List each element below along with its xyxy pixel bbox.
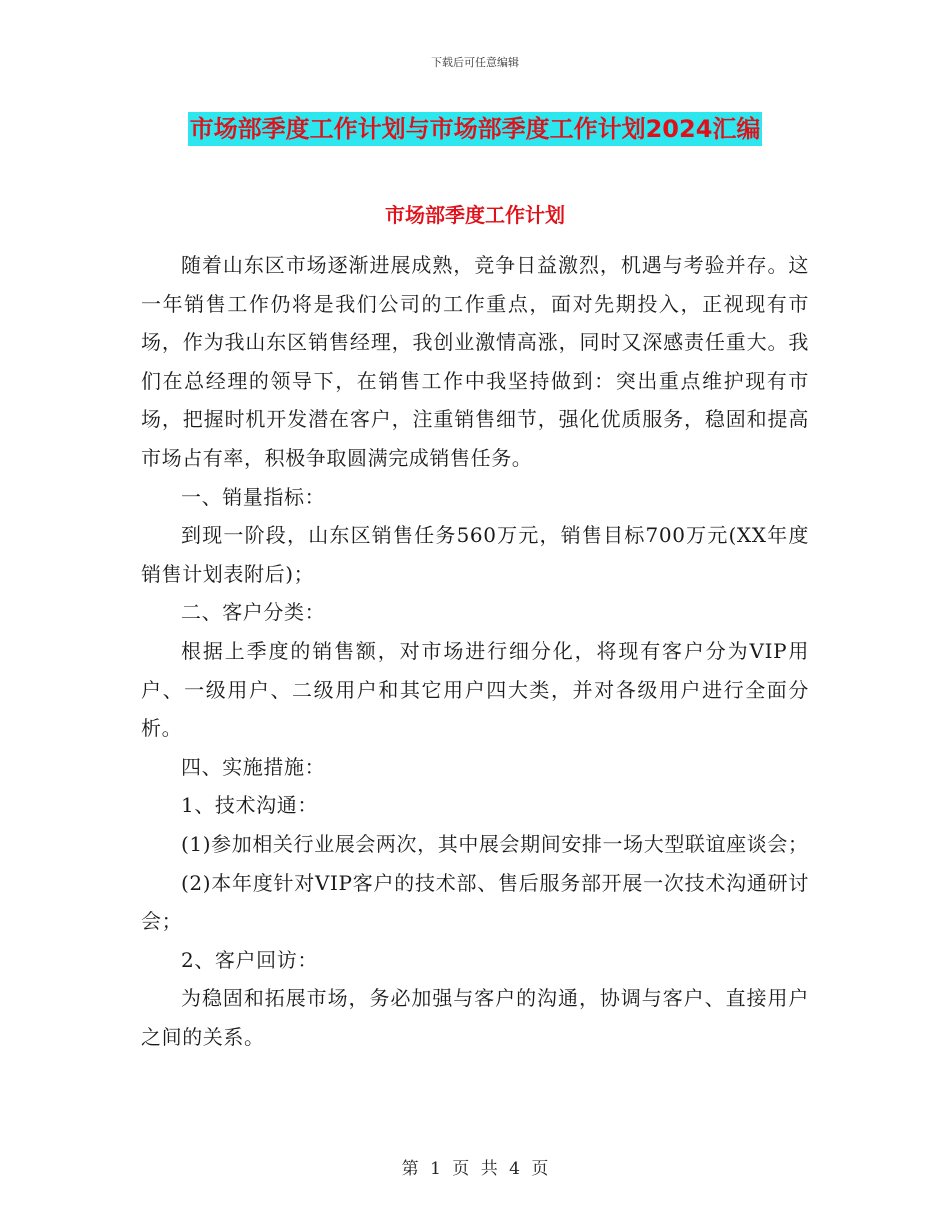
paragraph-customer-classification: 根据上季度的销售额，对市场进行细分化，将现有客户分为VIP用户、一级用户、二级用户和其它用户四大类，并对各级用户进行全面分析。 bbox=[141, 638, 809, 741]
paragraph-tech-item-2: (2)本年度针对VIP客户的技术部、售后服务部开展一次技术沟通研讨会； bbox=[141, 870, 809, 934]
heading-customer-visit: 2、客户回访： bbox=[181, 947, 318, 972]
heading-sales-target: 一、销量指标： bbox=[181, 484, 326, 509]
header-note: 下载后可任意编辑 bbox=[431, 56, 519, 69]
paragraph-intro: 随着山东区市场逐渐进展成熟，竞争日益激烈，机遇与考验并存。这一年销售工作仍将是我们公司的工作重点，面对先期投入，正视现有市场，作为我山东区销售经理，我创业激情高涨，同时又深感责任重大。我们在总经理的领导下，在销售工作中我坚持做到：突出重点维护现有市场，把握时机开发潜在客户，注重销售细节，强化优质服务，稳固和提高市场占有率，积极争取圆满完成销售任务。 bbox=[141, 253, 809, 470]
page-footer: 第 1 页 共 4 页 bbox=[401, 1159, 549, 1179]
main-title: 市场部季度工作计划与市场部季度工作计划2024汇编 bbox=[188, 112, 763, 146]
paragraph-tech-item-1: (1)参加相关行业展会两次，其中展会期间安排一场大型联谊座谈会； bbox=[181, 831, 809, 856]
main-title-container bbox=[0, 112, 950, 146]
paragraph-customer-visit: 为稳固和拓展市场，务必加强与客户的沟通，协调与客户、直接用户之间的关系。 bbox=[141, 986, 809, 1049]
sub-title: 市场部季度工作计划 bbox=[385, 203, 565, 227]
heading-tech-communication: 1、技术沟通： bbox=[181, 793, 318, 818]
heading-customer-classification: 二、客户分类： bbox=[181, 600, 326, 625]
paragraph-sales-target: 到现一阶段，山东区销售任务560万元，销售目标700万元(XX年度销售计划表附后)； bbox=[141, 523, 809, 586]
document-body bbox=[141, 246, 809, 1056]
heading-measures: 四、实施措施： bbox=[181, 754, 326, 779]
